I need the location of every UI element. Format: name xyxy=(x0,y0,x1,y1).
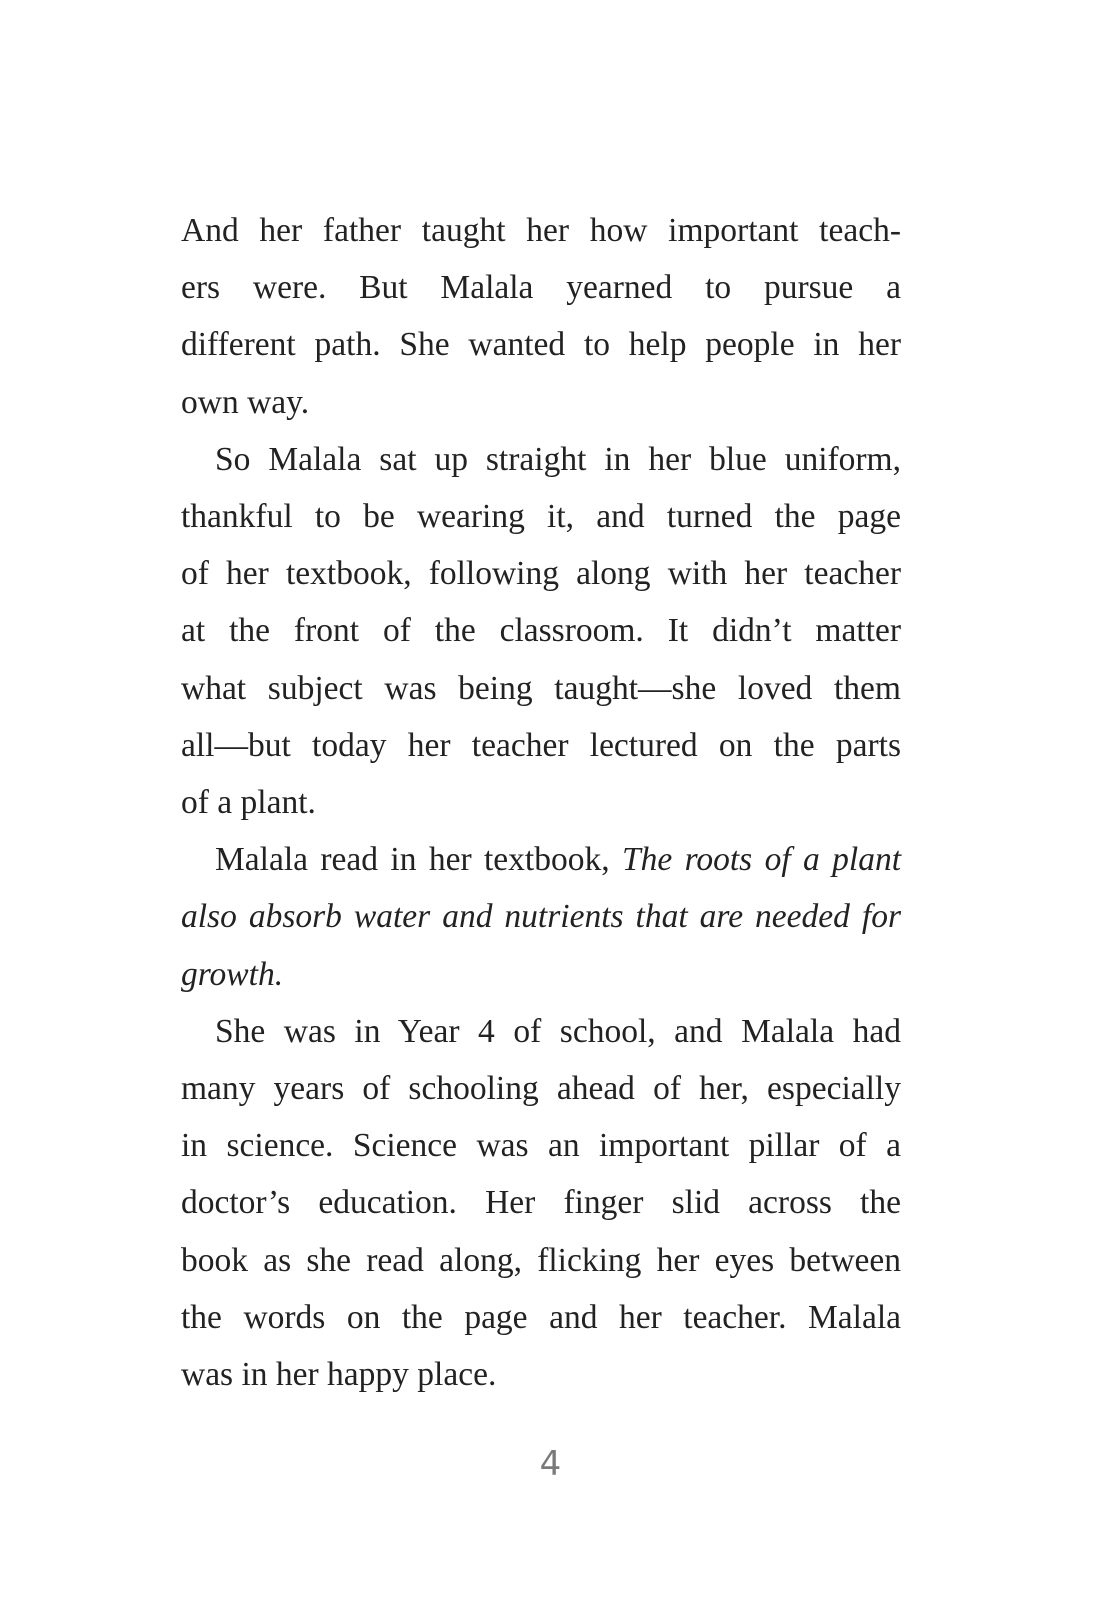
text-line: in science. Science was an important pillar of a xyxy=(181,1127,901,1165)
text-line: doctor’s education. Her finger slid across the xyxy=(181,1184,901,1222)
paragraph-4 xyxy=(181,1003,901,1403)
text-line: thankful to be wearing it, and turned the page xyxy=(181,498,901,536)
text-line: all—but today her teacher lectured on the parts xyxy=(181,726,901,764)
page-number: 4 xyxy=(539,1444,562,1484)
text-line: of her textbook, following along with her teacher xyxy=(181,555,901,593)
paragraph-1 xyxy=(181,202,901,431)
text-line: the words on the page and her teacher. Malala xyxy=(181,1298,901,1336)
text-line: of a plant. xyxy=(181,784,316,822)
text-roman: Malala read in her textbook, xyxy=(215,841,622,879)
text-line: book as she read along, flicking her eyes between xyxy=(181,1241,901,1279)
paragraph-3 xyxy=(181,831,901,1003)
text-line: own way. xyxy=(181,383,310,421)
text-line: at the front of the classroom. It didn’t matter xyxy=(181,612,901,650)
text-line xyxy=(181,831,901,888)
text-line: She was in Year 4 of school, and Malala had xyxy=(215,1012,901,1050)
textbook-quote-line: growth. xyxy=(181,955,284,993)
textbook-quote: The roots of a plant xyxy=(621,841,901,879)
paragraph-2 xyxy=(181,431,901,831)
text-line: what subject was being taught—she loved them xyxy=(181,669,901,707)
body-text xyxy=(181,202,901,1403)
textbook-quote-line: also absorb water and nutrients that are needed for xyxy=(181,898,901,936)
text-line: ers were. But Malala yearned to pursue a xyxy=(181,269,901,307)
text-line: many years of schooling ahead of her, especially xyxy=(181,1070,901,1108)
text-line: So Malala sat up straight in her blue uniform, xyxy=(215,440,901,478)
text-line: And her father taught her how important teach- xyxy=(181,212,901,249)
text-line: different path. She wanted to help people in her xyxy=(181,326,901,364)
text-line: was in her happy place. xyxy=(181,1356,497,1394)
